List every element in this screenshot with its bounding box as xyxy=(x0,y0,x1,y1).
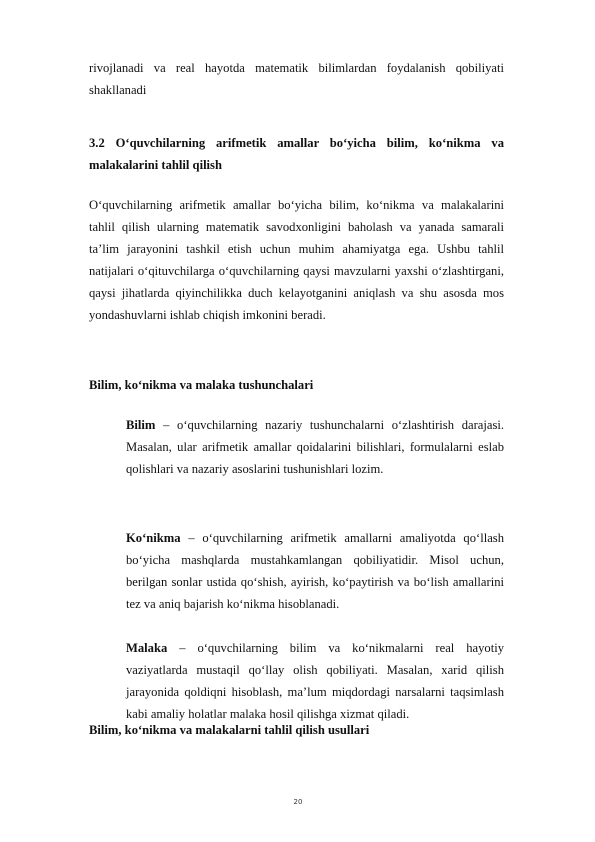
document-page xyxy=(89,0,504,842)
concept-malaka xyxy=(126,637,504,725)
concept-definition: – o‘quvchilarning bilim va ko‘nikmalarni real hayotiy vaziyatlarda mustaqil qo‘llay olish qobiliyati. Masalan, xarid qilish jarayonida qoldiqni hisoblash, ma’lum miqdordagi narsalarni taqsimlash kabi amaliy holatlar malaka hosil qilishga xizmat qiladi. xyxy=(126,641,504,721)
concept-term: Ko‘nikma xyxy=(126,531,181,545)
concept-konikma xyxy=(126,527,504,615)
concept-term: Malaka xyxy=(126,641,168,655)
section-paragraph: O‘quvchilarning arifmetik amallar bo‘yicha bilim, ko‘nikma va malakalarini tahlil qilish ularning matematik savodxonligini baholash va yanada samarali ta’lim jarayonini tashkil etish uchun muhim ahamiyatga ega. Ushbu tahlil natijalari o‘qituvchilarga o‘quvchilarning qaysi mavzularni yaxshi o‘zlashtirgani, qaysi jihatlarda qiyinchilikka duch kelayotganini aniqlash va shu asosda mos yondashuvlarni ishlab chiqish imkonini beradi. xyxy=(89,198,504,322)
concept-bilim xyxy=(126,414,504,480)
concept-definition: – o‘quvchilarning arifmetik amallarni amaliyotda qo‘llash bo‘yicha mashqlarda mustahkamlangan qobiliyatidir. Misol uchun, berilgan sonlar ustida qo‘shish, ayirish, ko‘paytirish va bo‘lish amallarini tez va aniq bajarish ko‘nikma hisoblanadi. xyxy=(126,531,504,611)
concept-term: Bilim xyxy=(126,418,156,432)
concept-definition: – o‘quvchilarning nazariy tushunchalarni o‘zlashtirish darajasi. Masalan, ular arifmetik amallar qoidalarini bilishlari, formulalarni eslab qolishlari va nazariy asoslarini tushunishlari lozim. xyxy=(126,418,504,476)
page-number: 20 xyxy=(293,798,303,806)
concepts-heading: Bilim, ko‘nikma va malaka tushunchalari xyxy=(89,378,314,392)
intro-paragraph: rivojlanadi va real hayotda matematik bilimlardan foydalanish qobiliyati shakllanadi xyxy=(89,61,504,97)
section-heading: 3.2 O‘quvchilarning arifmetik amallar bo‘yicha bilim, ko‘nikma va malakalarini tahlil qilish xyxy=(89,136,504,172)
methods-heading: Bilim, ko‘nikma va malakalarni tahlil qilish usullari xyxy=(89,723,370,737)
